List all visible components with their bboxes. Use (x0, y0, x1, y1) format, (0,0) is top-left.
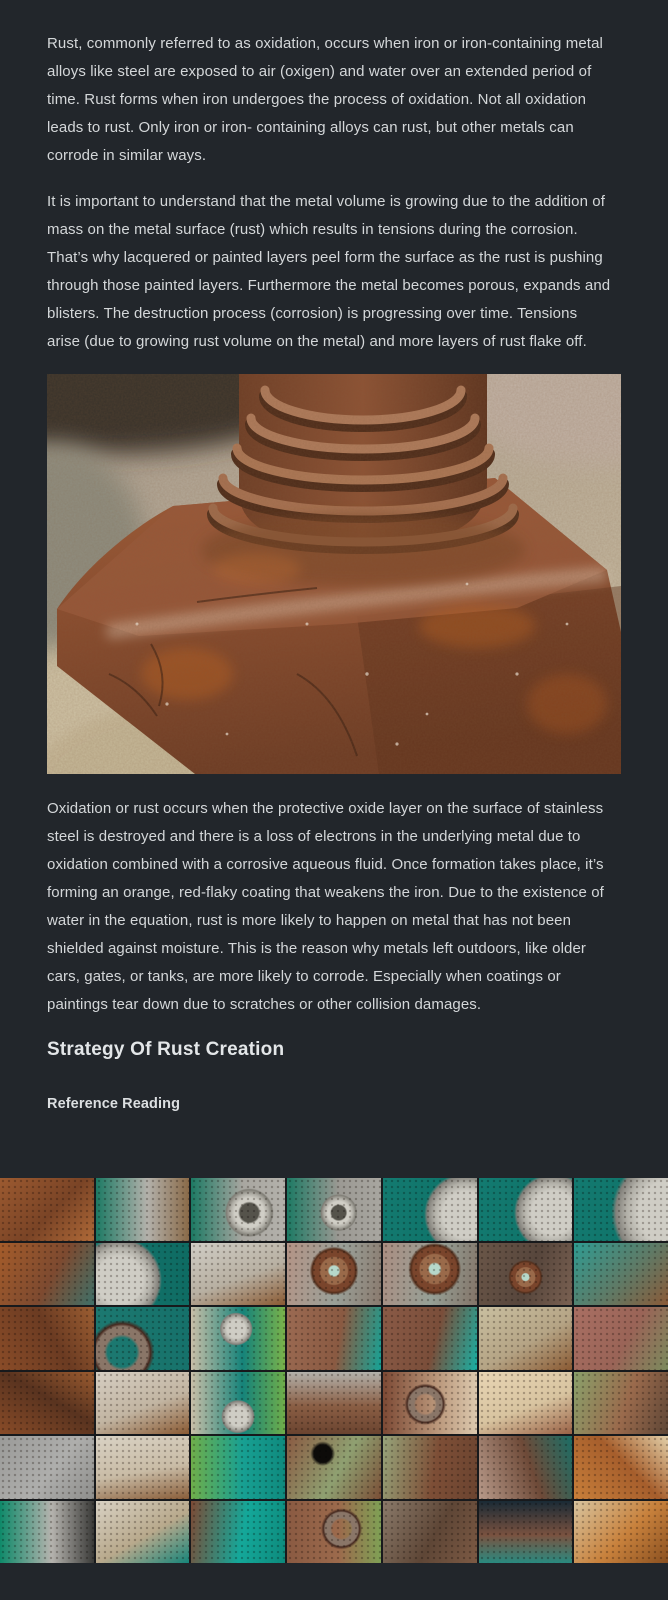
gallery-thumb[interactable] (0, 1436, 94, 1499)
gallery-thumb[interactable] (287, 1243, 381, 1306)
gallery-thumb[interactable] (574, 1243, 668, 1306)
gallery-thumb[interactable] (287, 1307, 381, 1370)
gallery-thumb[interactable] (383, 1307, 477, 1370)
section-heading: Strategy Of Rust Creation (47, 1039, 285, 1060)
gallery-thumb[interactable] (383, 1436, 477, 1499)
gallery-thumb[interactable] (287, 1501, 381, 1564)
gallery-thumb[interactable] (479, 1372, 573, 1435)
paragraph-rust-intro: Rust, commonly referred to as oxidation, occurs when iron or iron-containing metal alloys like steel are exposed to air (oxigen) and water over an extended period of time. Rust forms when iron undergoes the process of oxidation. Not all oxidation leads to rust. Only iron or iron- containing alloys can rust, but other metals can corrode in similar ways. (47, 35, 603, 164)
gallery-thumb[interactable] (287, 1178, 381, 1241)
gallery-thumb[interactable] (96, 1178, 190, 1241)
gallery-thumb[interactable] (574, 1436, 668, 1499)
reference-gallery (0, 1178, 668, 1563)
gallery-thumb[interactable] (574, 1178, 668, 1241)
paragraph-oxidation: Oxidation or rust occurs when the protective oxide layer on the surface of stainless steel is destroyed and there is a loss of electrons in the underlying metal due to oxidation combined with a corrosive aqueous fluid. Once formation takes place, it’s forming an orange, red-flaky coating that weakens the iron. Due to the existence of water in the equation, rust is more likely to happen on metal that has not been shielded against moisture. This is the reason why metals left outdoors, like older cars, gates, or tanks, are more likely to corrode. Especially when coatings or paintings tear down due to scratches or other collision damages. (47, 800, 604, 1013)
gallery-thumb[interactable] (574, 1501, 668, 1564)
gallery-thumb[interactable] (96, 1372, 190, 1435)
gallery-thumb[interactable] (383, 1178, 477, 1241)
gallery-thumb[interactable] (574, 1307, 668, 1370)
gallery-thumb[interactable] (287, 1436, 381, 1499)
gallery-thumb[interactable] (191, 1436, 285, 1499)
subsection-heading: Reference Reading (47, 1096, 181, 1112)
hero-rusty-bolt-image (47, 374, 621, 774)
gallery-thumb[interactable] (0, 1307, 94, 1370)
gallery-thumb[interactable] (96, 1243, 190, 1306)
gallery-thumb[interactable] (96, 1501, 190, 1564)
gallery-thumb[interactable] (0, 1372, 94, 1435)
gallery-thumb[interactable] (383, 1243, 477, 1306)
gallery-thumb[interactable] (479, 1501, 573, 1564)
gallery-thumb[interactable] (574, 1372, 668, 1435)
gallery-thumb[interactable] (96, 1436, 190, 1499)
gallery-thumb[interactable] (0, 1501, 94, 1564)
hero-rusty-bolt-illustration (47, 374, 621, 774)
gallery-thumb[interactable] (191, 1501, 285, 1564)
gallery-thumb[interactable] (191, 1307, 285, 1370)
gallery-thumb[interactable] (96, 1307, 190, 1370)
gallery-thumb[interactable] (191, 1178, 285, 1241)
gallery-thumb[interactable] (191, 1372, 285, 1435)
gallery-thumb[interactable] (383, 1501, 477, 1564)
gallery-thumb[interactable] (479, 1436, 573, 1499)
gallery-thumb[interactable] (383, 1372, 477, 1435)
paragraph-metal-volume: It is important to understand that the metal volume is growing due to the addition of mass on the metal surface (rust) which results in tensions during the corrosion. That’s why lacquered or painted layers peel form the surface as the rust is pushing through those painted layers. Furthermore the metal becomes porous, expands and blisters. The destruction process (corrosion) is progressing over time. Tensions arise (due to growing rust volume on the metal) and more layers of rust flake off. (47, 193, 611, 350)
gallery-thumb[interactable] (0, 1243, 94, 1306)
gallery-thumb[interactable] (479, 1243, 573, 1306)
gallery-thumb[interactable] (479, 1307, 573, 1370)
gallery-thumb[interactable] (479, 1178, 573, 1241)
gallery-thumb[interactable] (0, 1178, 94, 1241)
gallery-thumb[interactable] (191, 1243, 285, 1306)
gallery-thumb[interactable] (287, 1372, 381, 1435)
